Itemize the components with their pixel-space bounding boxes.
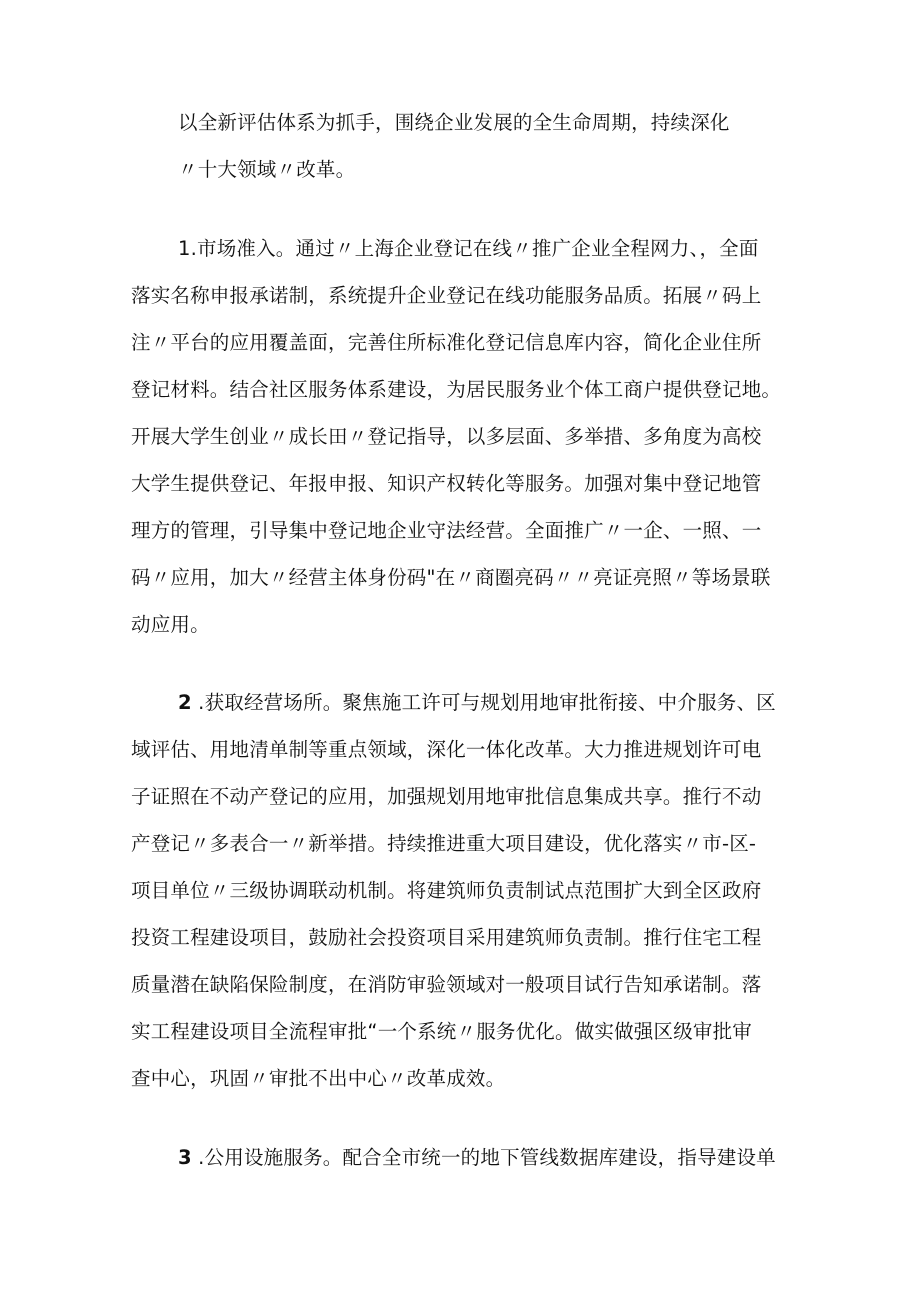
paragraph-line <box>178 690 776 716</box>
paragraph-line: 项目单位〃三级协调联动机制。将建筑师负责制试点范围扩大到全区政府 <box>131 879 762 902</box>
paragraph-line: 大学生提供登记、年报申报、知识产权转化等服务。加强对集中登记地管 <box>131 472 762 495</box>
paragraph-text: .获取经营场所。聚焦施工许可与规划用地审批衔接、中介服务、区 <box>191 691 776 714</box>
paragraph-line: 产登记〃多表合一〃新举措。持续推进重大项目建设，优化落实〃市-区- <box>131 832 757 855</box>
paragraph-line: 查中心，巩固〃审批不出中心〃改革成效。 <box>131 1067 506 1090</box>
paragraph-line: 落实名称申报承诺制，系统提升企业登记在线功能服务品质。拓展〃码上 <box>131 284 762 307</box>
paragraph-line: 理方的管理，引导集中登记地企业守法经营。全面推广〃一企、一照、一 <box>131 519 762 542</box>
paragraph-text: .公用设施服务。配合全市统一的地下管线数据库建设，指导建设单 <box>191 1146 776 1169</box>
paragraph-line: 投资工程建设项目，鼓励社会投资项目采用建筑师负责制。推行住宅工程 <box>131 926 762 949</box>
paragraph-line: 码〃应用，加大〃经营主体身份码"在〃商圈亮码〃〃亮证亮照〃等场景联 <box>131 566 771 589</box>
paragraph-line <box>178 1145 776 1171</box>
paragraph-line: 实工程建设项目全流程审批“一个系统〃服务优化。做实做强区级审批审 <box>131 1020 753 1043</box>
paragraph-line: 注〃平台的应用覆盖面，完善住所标准化登记信息库内容，简化企业住所 <box>131 331 762 354</box>
paragraph-line: 开展大学生创业〃成长田〃登记指导，以多层面、多举措、多角度为高校 <box>131 425 762 448</box>
paragraph-line: 质量潜在缺陷保险制度，在消防审验领域对一般项目试行告知承诺制。落 <box>131 973 762 996</box>
section-number: 3 <box>178 1146 192 1169</box>
paragraph-line: 以全新评估体系为抓手，围绕企业发展的全生命周期，持续深化 <box>178 111 730 134</box>
paragraph-line: 动应用。 <box>131 613 210 636</box>
section-number: 2 <box>178 691 192 714</box>
paragraph-line: 〃十大领域〃改革。 <box>178 158 356 181</box>
paragraph-line: 1.市场准入。通过〃上海企业登记在线〃推广企业全程网力、，全面 <box>178 237 759 260</box>
paragraph-line: 子证照在不动产登记的应用，加强规划用地审批信息集成共享。推行不动 <box>131 785 762 808</box>
paragraph-line: 登记材料。结合社区服务体系建设，为居民服务业个体工商户提供登记地。 <box>131 378 782 401</box>
paragraph-line: 域评估、用地清单制等重点领域，深化一体化改革。大力推进规划许可电 <box>131 738 762 761</box>
